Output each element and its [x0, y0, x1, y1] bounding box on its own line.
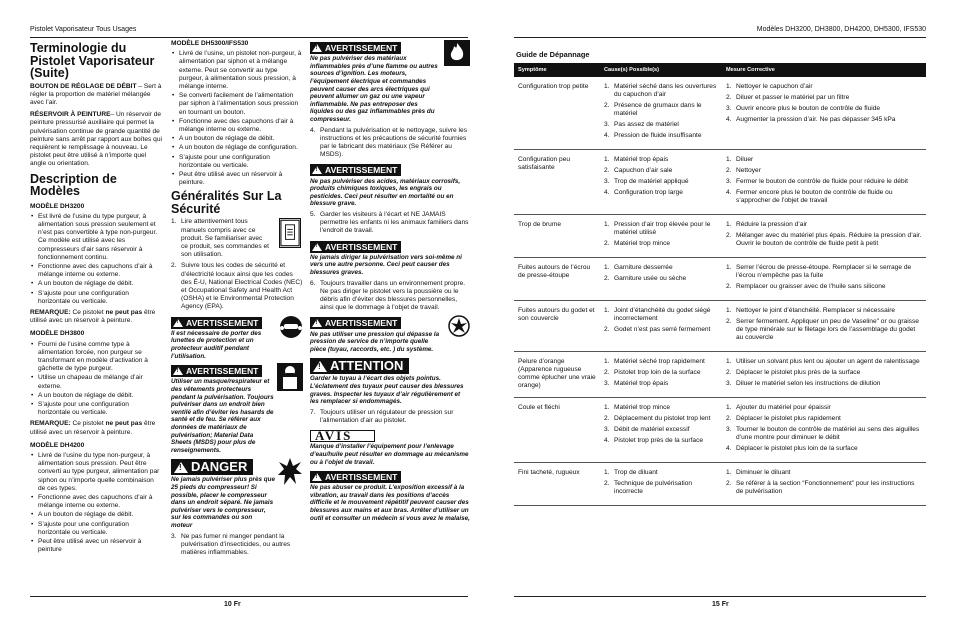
- list-item: • Fourni de l’usine comme type à alimentation forcée, non purgeur se transformant en modèle d’activation à gâchette de type purgeur.: [30, 341, 162, 374]
- remark-text: Ce pistolet: [70, 308, 106, 316]
- fix-item: [726, 232, 922, 248]
- avis-notice: [310, 428, 470, 466]
- list-item: • S’ajuste pour une configuration horizontale ou verticale.: [30, 521, 162, 537]
- symptom-cell: Fini tacheté, rugueux: [514, 463, 600, 506]
- right-page-number: 15 Fr: [712, 601, 729, 608]
- remark-text-end: être utilisé avec un réservoir à peinture.: [30, 308, 156, 325]
- list-item: 1. Lire attentivement tous manuels compris avec ce produit. Se familiariser avec ce produit, ses commandes et son utilisation.: [171, 218, 303, 259]
- symptom-cell: Configuration peu satisfaisante: [514, 150, 600, 215]
- item-number: 4.: [604, 132, 610, 139]
- table-row: [514, 463, 926, 506]
- respirator-icon: [277, 363, 303, 391]
- item-text: Trop de diluant: [614, 469, 658, 476]
- item-number: 1.: [726, 264, 732, 271]
- item-text: Nettoyer le capuchon d’air: [736, 83, 813, 90]
- item-text: Mélanger avec du matériel plus épais. Réduire la pression d’air. Ouvrir le bouton de contrôle de fluide petit à petit: [736, 232, 922, 247]
- item-text: Présence de grumaux dans le matériel: [614, 102, 702, 117]
- cause-item: [604, 167, 718, 175]
- fix-item: [726, 369, 922, 377]
- right-footer-rule: [514, 596, 926, 597]
- item-number: 2.: [604, 480, 610, 487]
- item-number: 1.: [726, 469, 732, 476]
- item-text: Configuration trop large: [614, 189, 683, 196]
- cause-item: [604, 369, 718, 377]
- remark-emphasis: ne peut pas: [105, 308, 143, 316]
- item-number: 4.: [604, 437, 610, 444]
- list-item: • Fonctionne avec des capuchons d’air à mélange interne ou externe.: [171, 118, 303, 134]
- flame-icon: [444, 40, 470, 66]
- item-text: Réduire la pression d’air: [736, 221, 808, 228]
- left-page-header: Pistolet Vaporisateur Tous Usages: [30, 26, 137, 33]
- item-text: Serrer fermement. Appliquer un peu de Vaseline" or ou graisse de type minérale sur le filetage lors de l’assemblage du godet au couvercle: [736, 318, 919, 341]
- item-number: 1.: [726, 404, 732, 411]
- item-number: 1.: [604, 221, 610, 228]
- paint-tank-label: RÉSERVOIR À PEINTURE: [30, 111, 111, 119]
- model-dh3200-title: MODÈLE DH3200: [30, 202, 85, 210]
- danger-triangle-icon: [174, 462, 188, 473]
- list-item: 7. Toujours utiliser un régulateur de pression sur l’alimentation d’air au pistolet.: [310, 408, 454, 424]
- causes-cell: [600, 77, 722, 150]
- warning-banner: ! AVERTISSEMENT: [310, 42, 401, 54]
- cause-item: [604, 426, 718, 434]
- cause-item: [604, 156, 718, 164]
- causes-cell: [600, 258, 722, 301]
- item-number: 2.: [726, 94, 732, 101]
- causes-cell: [600, 215, 722, 258]
- cause-item: [604, 264, 718, 272]
- item-number: 1.: [604, 469, 610, 476]
- causes-cell: [600, 301, 722, 352]
- symptom-cell: Fuites autours de l’écrou de presse-étoupe: [514, 258, 600, 301]
- avis-text: Manque d’installer l’équipement pour l’enlevage d’eau/huile peut résulter en dommage au mécanisme ou à l’objet de travail.: [310, 443, 469, 466]
- item-number: 4.: [726, 189, 732, 196]
- list-item: 6. Toujours travailler dans un environnement propre. Ne pas diriger le pistolet vers la poussière ou le débris afin d’éviter des blessures personnelles, ainsi que le dommage à l’objet de travail.: [310, 279, 466, 312]
- cause-item: [604, 102, 718, 118]
- warning-triangle-icon: [173, 367, 183, 375]
- table-header-row: [514, 63, 926, 77]
- fix-item: [726, 445, 922, 453]
- paint-tank-text: – Un réservoir de peinture pressurisé auxiliaire qui permet la pulvérisation continue de grande quantité de peinture sans arrêt par rapport aux boîtes qui requièrent le remplissage à nouveau. Le pistolet peut être utilisé à n’importe quel angle ou orientation.: [30, 111, 162, 168]
- item-text: Augmenter la pression d’air. Ne pas dépasser 345 kPa: [736, 116, 896, 123]
- item-text: Pression d’air trop élevée pour le matériel utilisé: [614, 221, 711, 236]
- warning-triangle-icon: [312, 473, 322, 481]
- column-header-fixes: Mesure Corrective: [722, 63, 926, 77]
- cause-item: [604, 415, 718, 423]
- warning-text: Utiliser un masque/respirateur et des vêtements protecteurs pendant la pulvérisation. Toujours pulvériser dans un endroit bien ventilé afin d’éviter les hasards de santé et de feu. Se référer aux données de matériaux de pulvérisation; Material Data Sheets (MSDS) pour plus de renseignements.: [171, 378, 274, 454]
- dh3800-remark: [30, 420, 162, 436]
- safety-list-item-5: [310, 211, 470, 236]
- troubleshooting-table-body: [514, 77, 926, 506]
- burst-hose-icon: [448, 315, 470, 337]
- safety-list-continued: [171, 533, 303, 558]
- item-text: Diluer et passer le matériel par un filtre: [736, 94, 850, 101]
- flow-knob-label: BOUTON DE RÉGLAGE DE DÉBIT: [30, 82, 137, 90]
- symptom-cell: Trop de brume: [514, 215, 600, 258]
- fix-item: [726, 307, 922, 315]
- list-item: 4. Pendant la pulvérisation et le nettoyage, suivre les instructions et les précautions de sécurité fournies par le fabricant des matériaux (Se Référer au MSDS).: [310, 126, 467, 159]
- item-number: 1.: [604, 307, 610, 314]
- table-row: [514, 398, 926, 463]
- list-item: • Fonctionne avec des capuchons d’air à mélange interne ou externe.: [30, 494, 162, 510]
- list-item: • Fonctionne avec des capuchons d’air à mélange interne ou externe.: [30, 263, 162, 279]
- item-text: Fermer le bouton de contrôle de fluide pour réduire le débit: [736, 178, 908, 185]
- fixes-cell: [722, 398, 926, 463]
- list-item: • S’ajuste pour une configuration horizontale ou verticale.: [171, 154, 303, 170]
- item-text: Matériel trop mince: [614, 240, 671, 247]
- safety-list-item-7: [310, 409, 470, 425]
- item-number: 2.: [726, 167, 732, 174]
- item-number: 1.: [604, 83, 610, 90]
- remark-text: Ce pistolet: [70, 420, 106, 428]
- terminology-title: Terminologie du Pistolet Vaporisateur (Suite): [30, 41, 155, 80]
- list-item: • S’ajuste pour une configuration horizontale ou verticale.: [30, 401, 162, 417]
- fixes-cell: [722, 301, 926, 352]
- item-text: Tourner le bouton de contrôle de matériel au sens des aiguilles d’une montre pour diminuer le débit: [736, 426, 920, 441]
- item-text: Nettoyer le joint d’étanchéité. Remplacer si nécessaire: [736, 307, 896, 314]
- item-number: 1.: [726, 156, 732, 163]
- item-number: 1.: [726, 307, 732, 314]
- model-dh3800-title: MODÈLE DH3800: [30, 330, 85, 338]
- table-row: [514, 352, 926, 398]
- item-number: 3.: [726, 380, 732, 387]
- cause-item: [604, 437, 718, 445]
- item-text: Matériel trop épais: [614, 380, 669, 387]
- cause-item: [604, 83, 718, 99]
- attention-notice: [310, 356, 470, 405]
- warning-triangle-icon: [312, 319, 322, 327]
- item-text: Ajouter du matériel pour épaissir: [736, 404, 831, 411]
- cause-item: [604, 275, 718, 283]
- item-text: Diluer le matériel selon les instructions de dilution: [736, 380, 881, 387]
- warning-banner: ! AVERTISSEMENT: [171, 365, 262, 377]
- item-text: Pas assez de matériel: [614, 121, 679, 128]
- paint-tank-paragraph: [30, 111, 162, 168]
- model-dh3200-list: [30, 213, 162, 306]
- safety-list: [171, 218, 303, 311]
- item-text: Déplacer le pistolet plus près de la surface: [736, 369, 861, 376]
- item-number: 3.: [604, 426, 610, 433]
- pressure-warning: [310, 315, 470, 353]
- warning-text: Ne pas abuser ce produit. L’exposition excessif à la vibration, au travail dans les positions d’accès difficile et le mouvement répétitif peuvent causer des blessures aux mains et aux bras. Arrêter d’utiliser un outil et consulter un médecin si vous avez le malaise,: [310, 484, 470, 522]
- spray-direction-warning: [310, 239, 470, 277]
- item-text: Diluer: [736, 156, 754, 163]
- item-number: 3.: [726, 178, 732, 185]
- item-text: Déplacer le pistolet plus rapidement: [736, 415, 841, 422]
- explosion-icon: [277, 457, 303, 487]
- corrosive-warning: [310, 162, 470, 208]
- list-item: • Se converti facilement de l’alimentation par siphon à l’alimentation sous pression en tournant un bouton.: [171, 92, 303, 117]
- column-header-causes: Cause(s) Possible(s): [600, 63, 722, 77]
- respirator-warning: [171, 363, 303, 454]
- fixes-cell: [722, 463, 926, 506]
- warning-banner: ! AVERTISSEMENT: [171, 317, 262, 329]
- item-number: 4.: [604, 189, 610, 196]
- models-description-title: Description de Modèles: [30, 171, 117, 199]
- list-item: • S’ajuste pour une configuration horizontale ou verticale.: [30, 290, 162, 306]
- item-text: Joint d’étanchéité du godet siégé incorrectement: [614, 307, 711, 322]
- cause-item: [604, 469, 718, 477]
- warning-text: Ne pas utiliser une pression qui dépasse la pression de service de n’importe quelle pièce (tuyau, raccords, etc. ) du système.: [310, 330, 440, 353]
- table-row: [514, 301, 926, 352]
- warning-text: Ne pas pulvériser des acides, matériaux corrosifs, produits chimiques toxiques, les engrais ou pesticides. Ceci peut résulter en mortalité ou en blessure grave.: [310, 177, 461, 208]
- list-item: 5. Garder les visiteurs à l’écart et NE JAMAIS permettre les enfants ni les animaux familiers dans l’endroit de travail.: [310, 210, 469, 235]
- item-number: 4.: [726, 116, 732, 123]
- item-number: 3.: [726, 105, 732, 112]
- item-number: 2.: [604, 326, 610, 333]
- item-text: Garniture desserrée: [614, 264, 673, 271]
- left-footer-rule: [30, 596, 468, 597]
- item-number: 3.: [726, 426, 732, 433]
- warning-text: Ne pas pulvériser des matériaux inflammables près d’une flamme ou autres sources d’ignition. Les moteurs, l’équipement électrique et commandes peuvent causer des arcs électriques qui peuvent allumer un gaz ou une vapeur inflammable. Ne pas entreposer des liquides ou des gaz inflammables près du compresseur.: [310, 55, 438, 123]
- danger-text: Ne jamais pulvériser plus près que 25 pieds du compresseur! Si possible, placer le compresseur dans un endroit séparé. Ne jamais pulvériser vers le compresseur, sur les commandes ou son moteur: [171, 476, 275, 529]
- eye-ear-warning: [171, 315, 303, 361]
- item-number: 1.: [604, 358, 610, 365]
- fixes-cell: [722, 352, 926, 398]
- flow-knob-paragraph: [30, 83, 162, 108]
- item-text: Godet n’est pas serré fermement: [614, 326, 711, 333]
- item-number: 2.: [604, 167, 610, 174]
- fixes-cell: [722, 215, 926, 258]
- table-row: [514, 258, 926, 301]
- cause-item: [604, 404, 718, 412]
- list-item: • Livré de l’usine, un pistolet non-purgeur, à alimentation par siphon et à mélange externe. Peut se convertir au type purgeur, à alimentation sous pression, à mélange interne.: [171, 50, 303, 91]
- model-dh4200-list: [30, 452, 162, 554]
- right-header-rule: [514, 37, 926, 38]
- fix-item: [726, 480, 922, 496]
- item-number: 3.: [604, 380, 610, 387]
- fixes-cell: [722, 150, 926, 215]
- cause-item: [604, 121, 718, 129]
- model-dh4200-title: MODÈLE DH4200: [30, 441, 85, 449]
- item-number: 1.: [604, 264, 610, 271]
- item-text: Technique de pulvérisation incorrecte: [614, 480, 693, 495]
- left-column: [30, 40, 162, 557]
- item-number: 2.: [604, 275, 610, 282]
- remark-label: REMARQUE:: [30, 308, 71, 316]
- cause-item: [604, 358, 718, 366]
- model-dh5300-title: MODÈLE DH5300/IFS530: [171, 40, 249, 47]
- fix-item: [726, 116, 922, 124]
- cause-item: [604, 307, 718, 323]
- cause-item: [604, 178, 718, 186]
- fix-item: [726, 178, 922, 186]
- item-text: Ouvrir encore plus le bouton de contrôle de fluide: [736, 105, 881, 112]
- symptom-cell: Coule et fléchi: [514, 398, 600, 463]
- fix-item: [726, 380, 922, 388]
- fix-item: [726, 426, 922, 442]
- item-number: 1.: [726, 358, 732, 365]
- item-number: 2.: [726, 480, 732, 487]
- warning-banner: ! AVERTISSEMENT: [310, 471, 401, 483]
- fix-item: [726, 94, 922, 102]
- symptom-cell: Configuration trop petite: [514, 77, 600, 150]
- fix-item: [726, 105, 922, 113]
- dh3200-remark: [30, 309, 162, 325]
- safety-list-item-4: [310, 127, 470, 160]
- warning-triangle-icon: [312, 166, 322, 174]
- warning-text: Il est nécessaire de porter des lunettes de protection et un protecteur auditif pendant l’utilisation.: [171, 329, 262, 360]
- item-text: Remplacer ou graisser avec de l’huile sans silicone: [736, 283, 886, 290]
- item-text: Pression de fluide insuffisante: [614, 132, 702, 139]
- item-number: 2.: [604, 369, 610, 376]
- symptom-cell: Pelure d’orange (Apparence rugueuse comme éplucher une vraie orange): [514, 352, 600, 398]
- avis-banner: AVIS: [310, 430, 375, 442]
- right-page-header: Modèles DH3200, DH3800, DH4200, DH5300, IFS530: [756, 26, 926, 33]
- symptom-cell: Fuites autours du godet et son couvercle: [514, 301, 600, 352]
- causes-cell: [600, 398, 722, 463]
- item-text: Déplacement du pistolet trop lent: [614, 415, 711, 422]
- list-item: • Peut être utilisé avec un réservoir à peinture.: [171, 171, 303, 187]
- item-text: Débit de matériel excessif: [614, 426, 690, 433]
- item-text: Pistolet trop près de la surface: [614, 437, 704, 444]
- item-text: Matériel trop épais: [614, 156, 669, 163]
- item-text: Matériel trop mince: [614, 404, 671, 411]
- attention-text: Garder le tuyau à l’écart des objets pointus. L’éclatement des tuyaux peut causer des blessures graves. Inspecter les tuyaux d’air régulièrement et les remplacer si endommagés.: [310, 375, 464, 406]
- read-manual-icon: [279, 218, 301, 248]
- item-text: Serrer l’écrou de presse-étoupe. Remplacer si le serrage de l’écrou n’empêche pas la fuite: [736, 264, 912, 279]
- item-text: Déplacer le pistolet plus loin de la surface: [736, 445, 858, 452]
- remark-text-end: être utilisé avec un réservoir à peinture.: [30, 420, 156, 436]
- safety-list-item-6: [310, 280, 470, 313]
- item-text: Fermer encore plus le bouton de contrôle de fluide ou s’approcher de l’objet de travail: [736, 189, 893, 204]
- attention-triangle-icon: [313, 361, 327, 372]
- item-number: 1.: [726, 221, 732, 228]
- cause-item: [604, 221, 718, 237]
- causes-cell: [600, 150, 722, 215]
- table-row: [514, 150, 926, 215]
- item-text: Trop de matériel appliqué: [614, 178, 689, 185]
- item-text: Nettoyer: [736, 167, 761, 174]
- goggles-earmuffs-icon: [279, 315, 303, 339]
- fix-item: [726, 83, 922, 91]
- fix-item: [726, 469, 922, 477]
- right-column: [310, 40, 470, 525]
- vibration-warning: [310, 469, 470, 522]
- item-text: Capuchon d’air sale: [614, 167, 673, 174]
- item-number: 2.: [604, 415, 610, 422]
- list-item: 2. Suivre tous les codes de sécurité et d’électricité locaux ainsi que les codes des É-U, National Electrical Codes (NEC) et Occupational Safety and Health Act (OSHA) et le Environmental Protection Agency (EPA).: [171, 262, 303, 311]
- flow-knob-text: – Sert à régler la proportion de matériel mélangée avec l’air.: [30, 82, 162, 106]
- fixes-cell: [722, 77, 926, 150]
- fix-item: [726, 167, 922, 175]
- cause-item: [604, 480, 718, 496]
- danger-warning: [171, 457, 303, 529]
- warning-banner: ! AVERTISSEMENT: [310, 241, 401, 253]
- table-row: [514, 215, 926, 258]
- cause-item: [604, 380, 718, 388]
- item-number: 1.: [604, 404, 610, 411]
- left-header-rule: [30, 37, 468, 38]
- item-number: 3.: [604, 178, 610, 185]
- cause-item: [604, 240, 718, 248]
- list-item: • Est livré de l’usine du type purgeur, à alimentation sous pression seulement et n’est pas convertible à type non-purgeur. Ce modèle est utilisé avec les compresseurs d’air sans réservoir à fonctionnement continu.: [30, 213, 162, 262]
- item-number: 2.: [726, 318, 732, 325]
- item-text: Utiliser un solvant plus lent ou ajouter un agent de ralentissage: [736, 358, 920, 365]
- warning-text: Ne jamais diriger la pulvérisation vers soi-même ni vers une autre personne. Ceci peut causer des blessures graves.: [310, 253, 462, 276]
- left-page-number: 10 Fr: [224, 601, 241, 608]
- list-item: • A un bouton de réglage de débit.: [30, 511, 162, 519]
- item-number: 2.: [726, 232, 732, 239]
- troubleshooting-title: Guide de Dépannage: [516, 50, 590, 59]
- fix-item: [726, 404, 922, 412]
- fix-item: [726, 156, 922, 164]
- model-dh5300-list: [171, 50, 303, 187]
- item-text: Garniture usée ou sèche: [614, 275, 687, 282]
- item-text: Pistolet trop loin de la surface: [614, 369, 701, 376]
- list-item: • Utilise un chapeau de mélange d’air externe.: [30, 374, 162, 390]
- warning-triangle-icon: [173, 319, 183, 327]
- warning-triangle-icon: [312, 243, 322, 251]
- attention-banner: ! ATTENTION: [310, 358, 409, 374]
- warning-banner: ! AVERTISSEMENT: [310, 164, 401, 176]
- remark-label: REMARQUE:: [30, 420, 71, 428]
- item-text: Se référer à la section “Fonctionnement” pour les instructions de pulvérisation: [736, 480, 915, 495]
- fix-item: [726, 318, 922, 342]
- table-row: [514, 77, 926, 150]
- list-item: • Peut être utilisé avec un réservoir à peinture: [30, 538, 162, 554]
- list-item: • A un bouton de réglage de débit.: [30, 392, 162, 400]
- fix-item: [726, 358, 922, 366]
- remark-emphasis: ne peut pas: [105, 420, 143, 428]
- fix-item: [726, 283, 922, 291]
- causes-cell: [600, 352, 722, 398]
- item-number: 2.: [726, 283, 732, 290]
- danger-banner: ! DANGER: [171, 459, 253, 475]
- flammable-warning: [310, 40, 470, 124]
- list-item: 3. Ne pas fumer ni manger pendant la pulvérisation d’insecticides, ou autres matières inflammables.: [171, 532, 291, 556]
- middle-column: [171, 40, 303, 560]
- item-text: Diminuer le diluant: [736, 469, 791, 476]
- safety-title: Généralités Sur La Sécurité: [171, 189, 282, 216]
- model-dh3800-list: [30, 341, 162, 418]
- item-number: 2.: [604, 102, 610, 109]
- causes-cell: [600, 463, 722, 506]
- warning-triangle-icon: [312, 44, 322, 52]
- cause-item: [604, 326, 718, 334]
- item-number: 1.: [604, 156, 610, 163]
- column-header-symptom: Symptôme: [514, 63, 600, 77]
- fix-item: [726, 264, 922, 280]
- cause-item: [604, 189, 718, 197]
- cause-item: [604, 132, 718, 140]
- list-item: • A un bouton de réglage de débit.: [171, 135, 303, 143]
- list-item: • A un bouton de réglage de débit.: [30, 280, 162, 288]
- fixes-cell: [722, 258, 926, 301]
- item-number: 2.: [604, 240, 610, 247]
- list-item: • A un bouton de réglage de configuration.: [171, 144, 303, 152]
- item-text: Matériel séché trop rapidement: [614, 358, 705, 365]
- item-number: 1.: [726, 83, 732, 90]
- item-number: 2.: [726, 369, 732, 376]
- list-item: • Livré de l’usine du type non-purgeur, à alimentation sous pression. Peut être converti au type purgeur, alimentation par siphon ou n’importe quelle combinaison de ces types.: [30, 452, 162, 493]
- fix-item: [726, 189, 922, 205]
- item-number: 4.: [726, 445, 732, 452]
- warning-banner: ! AVERTISSEMENT: [310, 317, 401, 329]
- fix-item: [726, 415, 922, 423]
- item-text: Matériel séché dans les ouvertures du capuchon d’air: [614, 83, 717, 98]
- fix-item: [726, 221, 922, 229]
- item-number: 3.: [604, 121, 610, 128]
- item-number: 2.: [726, 415, 732, 422]
- troubleshooting-table: [514, 63, 926, 506]
